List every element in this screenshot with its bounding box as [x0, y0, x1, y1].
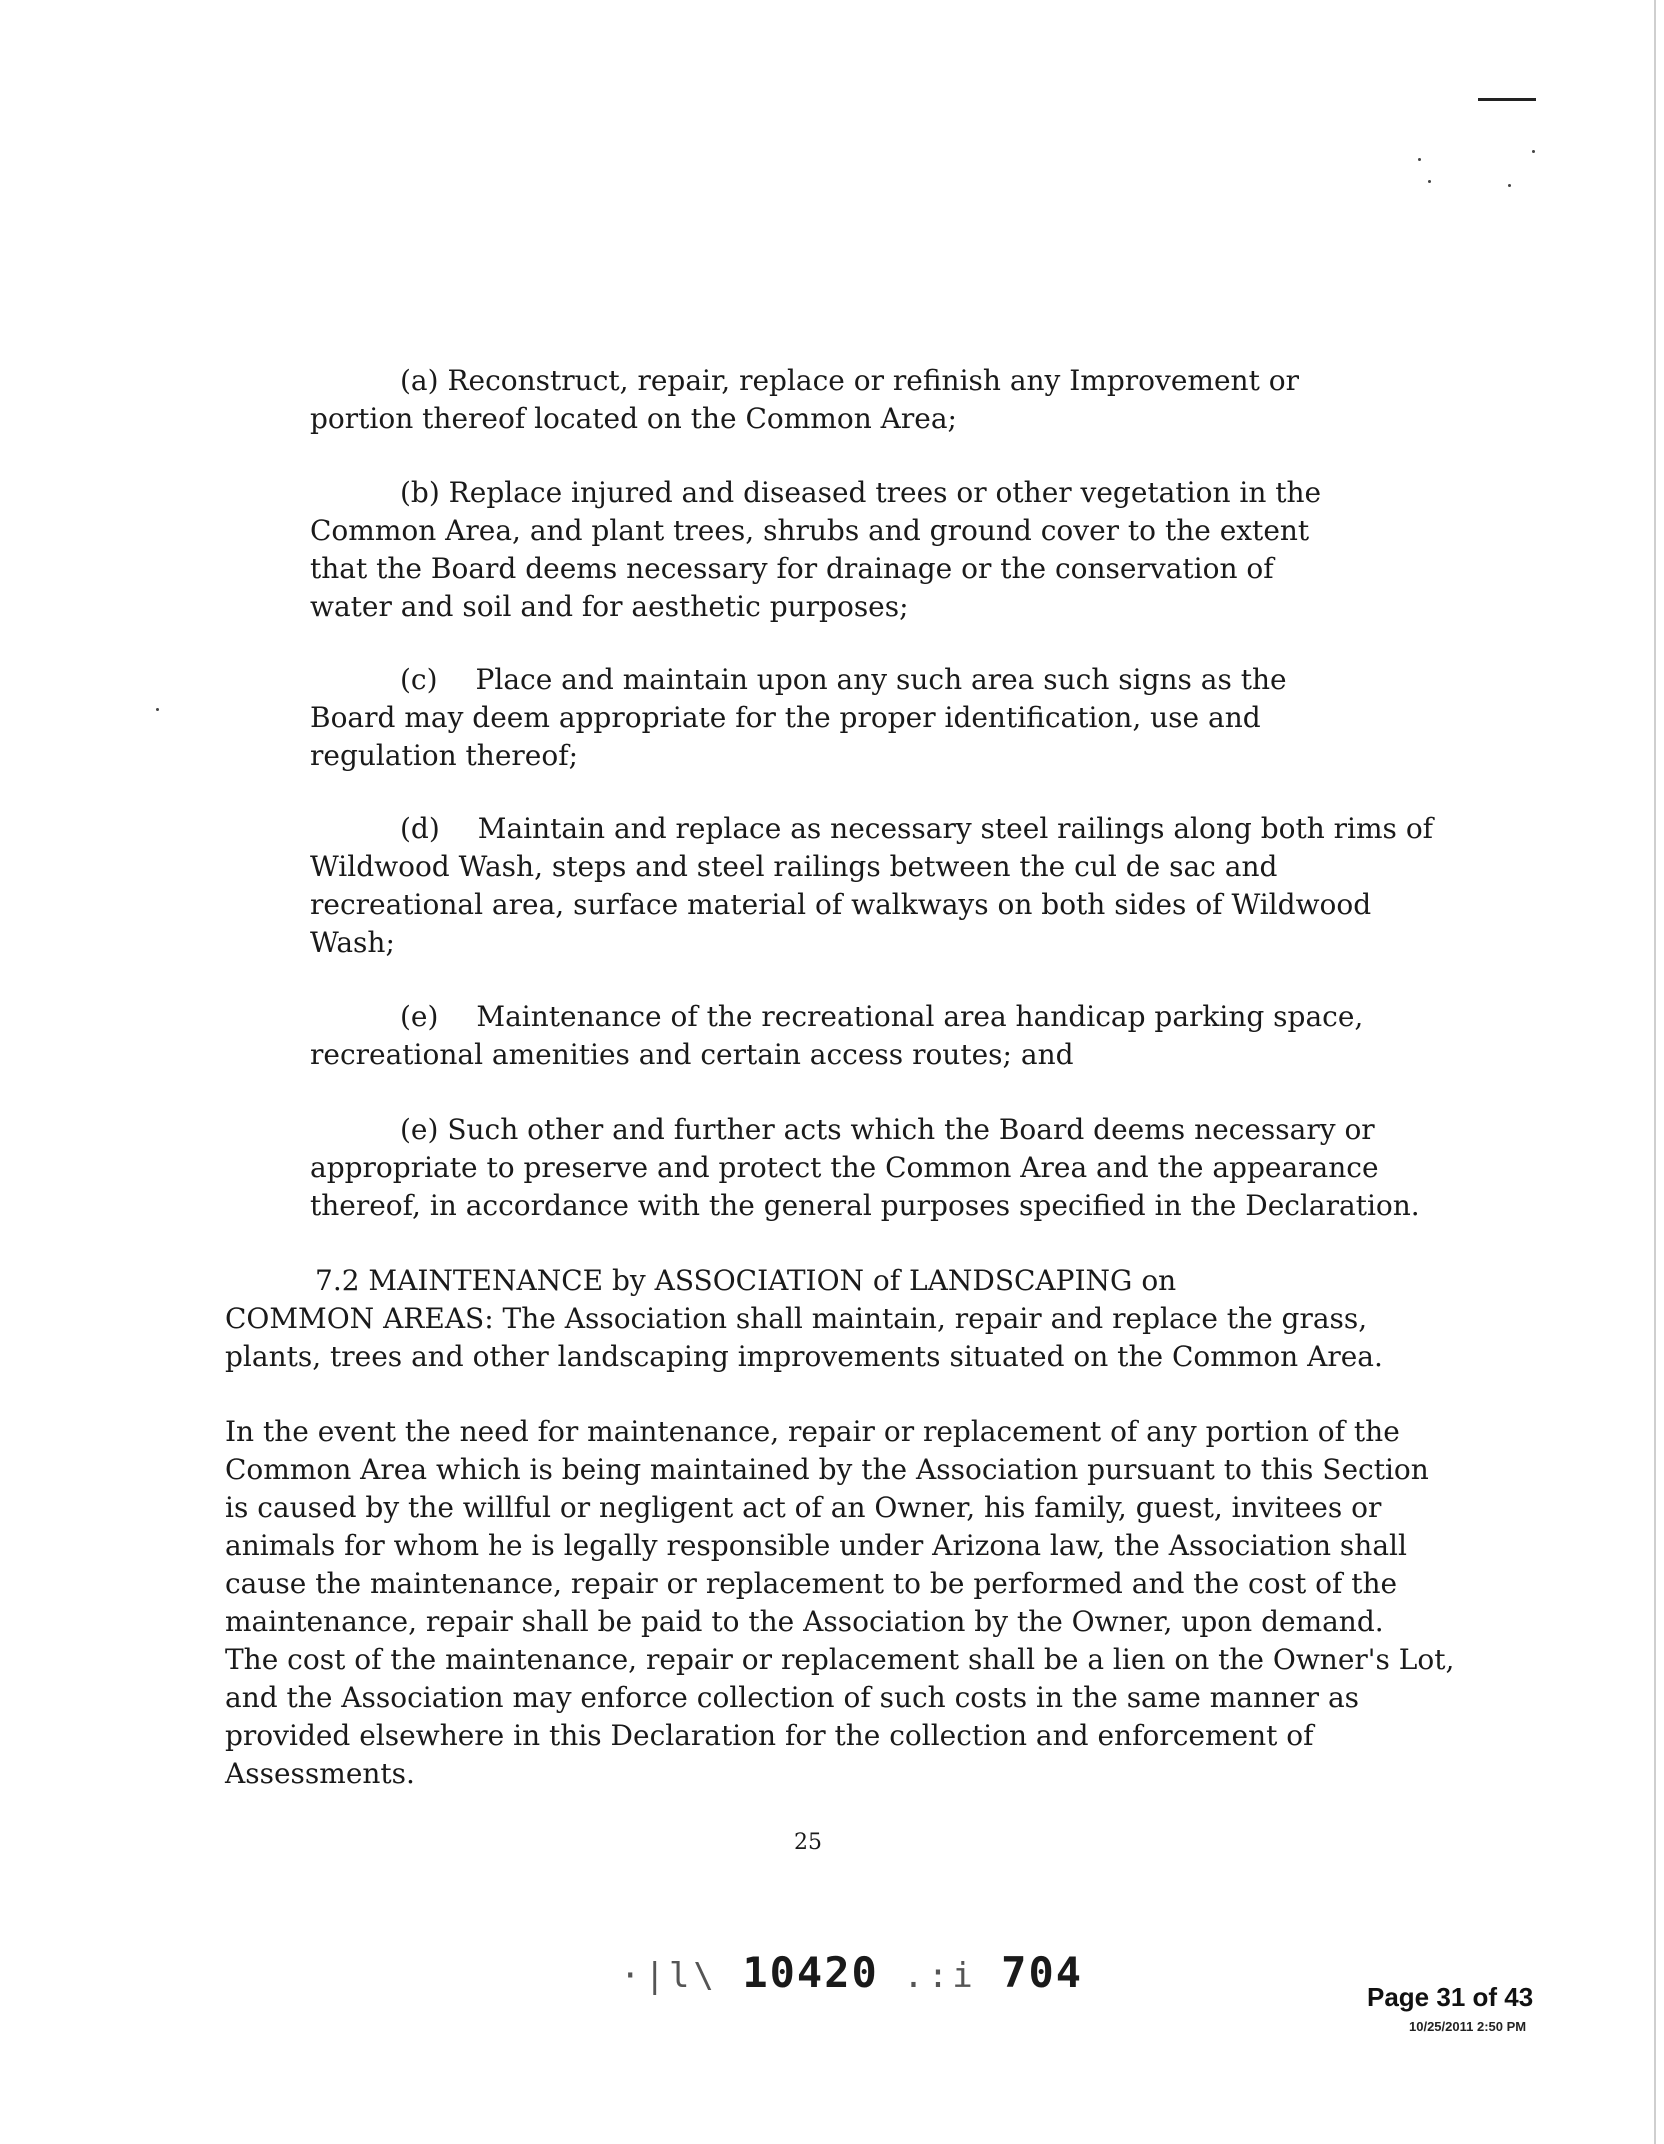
scan-speck — [1428, 180, 1431, 183]
subsection-d-label: (d) — [400, 812, 440, 845]
scan-mark — [1478, 98, 1536, 101]
print-datetime: 10/25/2011 2:50 PM — [1409, 2019, 1527, 2034]
subsection-b-line: Common Area, and plant trees, shrubs and ground cover to the extent — [310, 514, 1310, 547]
section-7-2-heading: 7.2 MAINTENANCE by ASSOCIATION of LANDSCAPING on — [315, 1264, 1177, 1297]
scan-speck — [1418, 158, 1421, 161]
closing-line: The cost of the maintenance, repair or replacement shall be a lien on the Owner's Lot, — [225, 1643, 1455, 1676]
subsection-c-line: Place and maintain upon any such area such signs as the — [475, 663, 1287, 696]
subsection-e — [310, 998, 1363, 1074]
scan-speck — [1532, 150, 1535, 153]
subsection-e-label: (e) — [400, 1000, 439, 1033]
subsection-e-line: Maintenance of the recreational area handicap parking space, — [476, 1000, 1364, 1033]
subsection-e2 — [310, 1111, 1420, 1225]
subsection-e2-line: (e) Such other and further acts which the Board deems necessary or — [400, 1113, 1375, 1146]
closing-line: Assessments. — [225, 1757, 415, 1790]
closing-line: Common Area which is being maintained by the Association pursuant to this Section — [225, 1453, 1429, 1486]
subsection-c-line: Board may deem appropriate for the proper identification, use and — [310, 701, 1261, 734]
subsection-b — [310, 474, 1321, 626]
subsection-c-line: regulation thereof; — [310, 739, 579, 772]
scan-edge-line — [1654, 0, 1656, 2144]
closing-paragraph — [225, 1413, 1454, 1793]
subsection-d-line: Maintain and replace as necessary steel railings along both rims of — [477, 812, 1434, 845]
scan-speck — [1508, 184, 1511, 187]
closing-line: provided elsewhere in this Declaration for the collection and enforcement of — [225, 1719, 1314, 1752]
section-7-2 — [225, 1262, 1383, 1376]
scan-speck — [156, 708, 159, 711]
subsection-e2-line: appropriate to preserve and protect the Common Area and the appearance — [310, 1151, 1379, 1184]
subsection-d — [310, 810, 1433, 962]
closing-line: maintenance, repair shall be paid to the Association by the Owner, upon demand. — [225, 1605, 1384, 1638]
subsection-a-line: (a) Reconstruct, repair, replace or refinish any Improvement or — [400, 364, 1299, 397]
subsection-b-line: water and soil and for aesthetic purposes; — [310, 590, 909, 623]
recording-stamp: ·|l\ 10420 .:i 704 — [620, 1948, 1084, 1997]
subsection-c-label: (c) — [400, 663, 438, 696]
section-7-2-line: plants, trees and other landscaping improvements situated on the Common Area. — [225, 1340, 1383, 1373]
page-of-total: Page 31 of 43 — [1367, 1982, 1534, 2012]
closing-line: In the event the need for maintenance, repair or replacement of any portion of the — [225, 1415, 1400, 1448]
recording-page: 704 — [1001, 1948, 1084, 1997]
subsection-d-line: Wash; — [310, 926, 395, 959]
subsection-d-line: Wildwood Wash, steps and steel railings between the cul de sac and — [310, 850, 1278, 883]
subsection-a — [310, 362, 1299, 438]
subsection-a-line: portion thereof located on the Common Area; — [310, 402, 957, 435]
closing-line: animals for whom he is legally responsible under Arizona law, the Association shall — [225, 1529, 1407, 1562]
closing-line: cause the maintenance, repair or replacement to be performed and the cost of the — [225, 1567, 1398, 1600]
subsection-c — [310, 661, 1287, 775]
section-7-2-line: COMMON AREAS: The Association shall maintain, repair and replace the grass, — [225, 1302, 1368, 1335]
recording-book: 10420 — [742, 1948, 879, 1997]
subsection-b-line: (b) Replace injured and diseased trees or other vegetation in the — [400, 476, 1322, 509]
closing-line: and the Association may enforce collection of such costs in the same manner as — [225, 1681, 1359, 1714]
subsection-e2-line: thereof, in accordance with the general purposes specified in the Declaration. — [310, 1189, 1420, 1222]
closing-line: is caused by the willful or negligent act of an Owner, his family, guest, invitees or — [225, 1491, 1382, 1524]
subsection-d-line: recreational area, surface material of walkways on both sides of Wildwood — [310, 888, 1372, 921]
subsection-e-line: recreational amenities and certain access routes; and — [310, 1038, 1074, 1071]
page-number: 25 — [794, 1830, 822, 1855]
subsection-b-line: that the Board deems necessary for drainage or the conservation of — [310, 552, 1274, 585]
